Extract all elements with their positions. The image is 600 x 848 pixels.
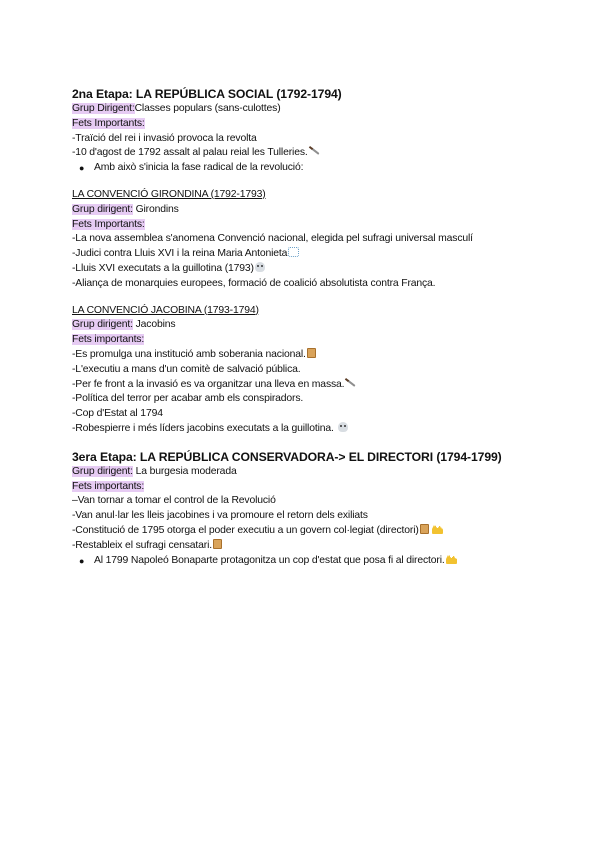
bullet-item: ● Amb això s'inicia la fase radical de la revolució: (72, 161, 532, 176)
facts-label: Fets importants: (72, 480, 145, 492)
group-value: Girondins (132, 203, 179, 215)
group-value: Jacobins (132, 319, 176, 331)
section-convencio-jacobina (72, 304, 532, 437)
bullet-dot: ● (79, 555, 85, 566)
fact-item: -Lluis XVI executats a la guillotina (1793) (72, 262, 532, 277)
book-icon (307, 348, 316, 358)
group-line (72, 465, 532, 480)
fact-item: –Van tornar a tomar el control de la Revolució (72, 495, 276, 507)
crown-icon (446, 555, 457, 564)
group-label: Grup dirigent: (72, 203, 133, 215)
fact-item: -Robespierre i més líders jacobins executats a la guillotina. (72, 422, 532, 437)
skull-icon (255, 262, 265, 272)
fact-item: -Aliança de monarquies europees, formació de coalició absolutista contra França. (72, 277, 436, 289)
facts-label: Fets importants: (72, 334, 145, 346)
book-icon (420, 524, 429, 534)
group-line (72, 203, 532, 218)
fact-item: -L'executiu a mans d'un comitè de salvació pública. (72, 363, 301, 375)
section-republica-social (72, 86, 532, 176)
facts-label-line (72, 117, 532, 132)
section-title: 2na Etapa: LA REPÚBLICA SOCIAL (1792-1794) (72, 87, 342, 101)
bullet-item: ● Al 1799 Napoleó Bonaparte protagonitza un cop d'estat que posa fi al directori. (72, 554, 532, 569)
fact-item: -Política del terror per acabar amb els conspiradors. (72, 393, 304, 405)
section-title: LA CONVENCIÓ JACOBINA (1793-1794) (72, 304, 259, 316)
facts-label-line (72, 218, 532, 233)
fact-item: -Constitució de 1795 otorga el poder executiu a un govern col·legiat (directori) (72, 524, 532, 539)
group-label: Grup dirigent: (72, 319, 133, 331)
facts-label-line (72, 333, 532, 348)
section-title: LA CONVENCIÓ GIRONDINA (1792-1793) (72, 188, 266, 200)
bullet-dot: ● (79, 163, 85, 174)
section-title: 3era Etapa: LA REPÚBLICA CONSERVADORA-> EL DIRECTORI (1794-1799) (72, 449, 502, 464)
group-line (72, 102, 532, 117)
scales-icon (288, 247, 299, 257)
section-republica-conservadora (72, 449, 532, 569)
fact-item: -Cop d'Estat al 1794 (72, 408, 163, 420)
fact-item: -Restableix el sufragi censatari. (72, 539, 532, 554)
skull-icon (338, 422, 348, 432)
knife-icon (345, 378, 356, 388)
fact-item: -Judici contra Lluis XVI i la reina Maria Antonieta (72, 247, 532, 262)
book-icon (213, 539, 222, 549)
crown-icon (432, 525, 443, 534)
fact-item: -La nova assemblea s'anomena Convenció nacional, elegida pel sufragi universal masculí (72, 233, 473, 245)
document-page (72, 86, 532, 568)
facts-label: Fets Importants: (72, 218, 145, 230)
fact-item: -Van anul·lar les lleis jacobines i va promoure el retorn dels exiliats (72, 510, 368, 522)
fact-item: -Traïció del rei i invasió provoca la revolta (72, 132, 257, 144)
facts-label-line (72, 480, 532, 495)
knife-icon (309, 146, 320, 156)
group-label: Grup Dirigent: (72, 103, 135, 114)
section-convencio-girondina (72, 188, 532, 292)
group-value: La burgesia moderada (132, 465, 237, 477)
group-line (72, 318, 532, 333)
facts-label: Fets Importants: (72, 117, 145, 129)
fact-item: -10 d'agost de 1792 assalt al palau reial les Tulleries. (72, 146, 532, 161)
group-label: Grup dirigent: (72, 465, 133, 477)
group-value: Classes populars (sans-culottes) (134, 103, 281, 114)
fact-item: -Per fe front a la invasió es va organitzar una lleva en massa. (72, 378, 532, 393)
fact-item: -Es promulga una institució amb soberania nacional. (72, 348, 532, 363)
